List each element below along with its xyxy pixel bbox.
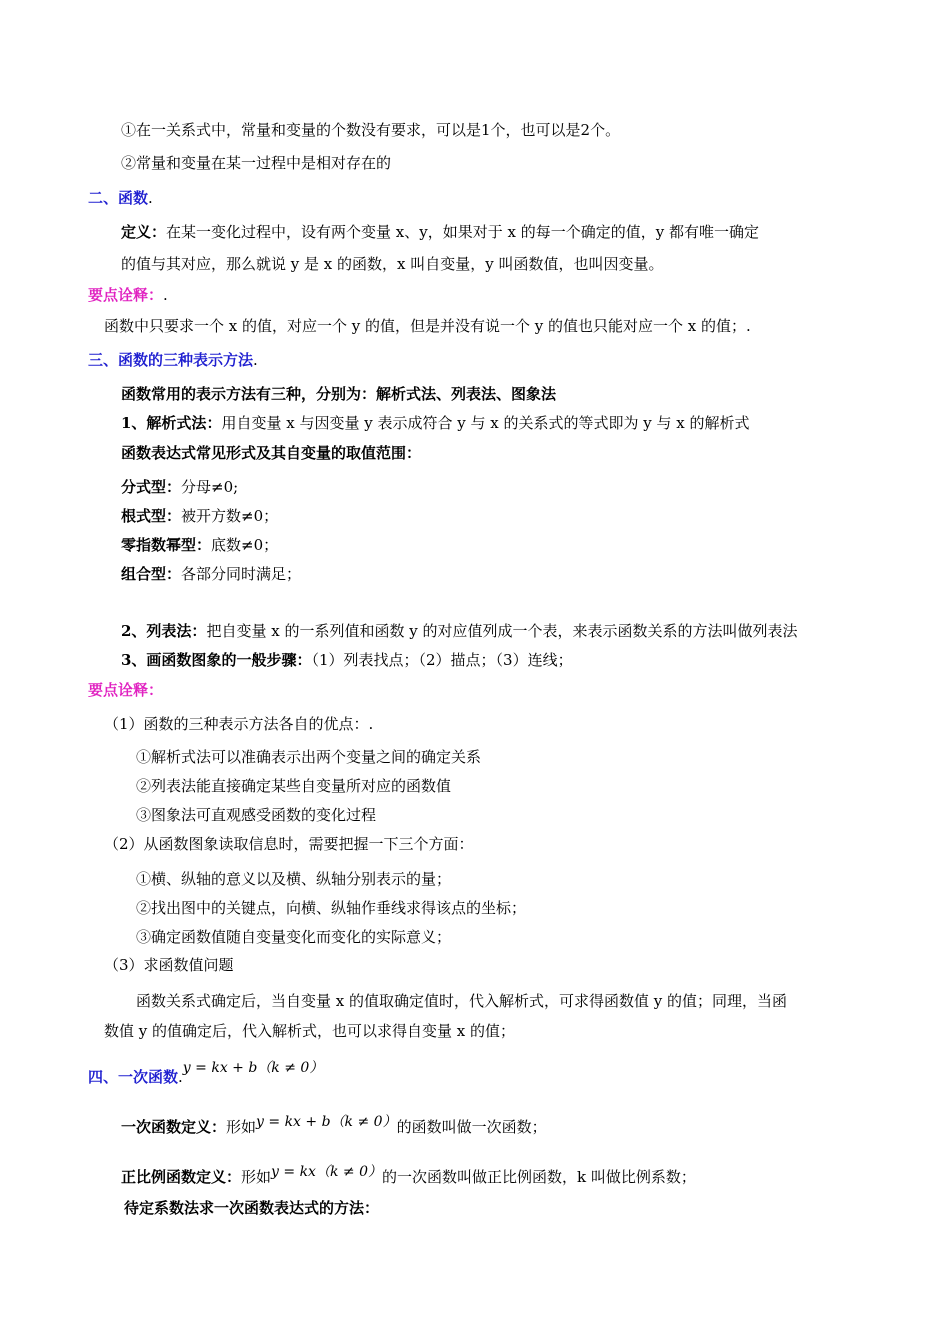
point-2: （2）从函数图象读取信息时，需要把握一下三个方面： (104, 835, 474, 853)
point-2-item-3: ③确定函数值随自变量变化而变化的实际意义； (136, 928, 452, 946)
linear-formula-inline: y = kx + b（k ≠ 0） (256, 1114, 397, 1130)
form-zero-exponent: 零指数幂型：底数≠0； (121, 536, 279, 554)
point-1-item-1: ①解析式法可以准确表示出两个变量之间的确定关系 (136, 748, 482, 766)
linear-function-definition: 一次函数定义：形如y = kx + b（k ≠ 0）的函数叫做一次函数； (121, 1114, 547, 1136)
section-heading-linear-function: 四、一次函数.y = kx + b（k ≠ 0） (88, 1060, 324, 1086)
point-3: （3）求函数值问题 (104, 956, 234, 974)
proportional-function-definition: 正比例函数定义：形如y = kx（k ≠ 0）的一次函数叫做正比例函数，k 叫做比例系数； (121, 1164, 696, 1186)
analytic-method: 1、解析式法：用自变量 x 与因变量 y 表示成符合 y 与 x 的关系式的等式即为 y 与 x 的解析式 (121, 414, 750, 432)
point-1-item-2: ②列表法能直接确定某些自变量所对应的函数值 (136, 777, 452, 795)
note-1: ①在一关系式中，常量和变量的个数没有要求，可以是1个，也可以是2个。 (121, 121, 621, 139)
methods-intro: 函数常用的表示方法有三种，分别为：解析式法、列表法、图象法 (121, 385, 557, 403)
note-2: ②常量和变量在某一过程中是相对存在的 (121, 154, 392, 172)
proportional-formula-inline: y = kx（k ≠ 0） (271, 1164, 382, 1180)
form-fraction: 分式型：分母≠0; (121, 478, 239, 496)
linear-formula: y = kx + b（k ≠ 0） (182, 1060, 324, 1076)
point-2-item-2: ②找出图中的关键点，向横、纵轴作垂线求得该点的坐标； (136, 899, 527, 917)
key-points-text: 函数中只要求一个 x 的值，对应一个 y 的值，但是并没有说一个 y 的值也只能对应一个 x 的值；. (104, 317, 751, 335)
key-points-label: 要点诠释：. (88, 286, 168, 304)
table-method: 2、列表法：把自变量 x 的一系列值和函数 y 的对应值列成一个表，来表示函数关系的方法叫做列表法 (121, 622, 798, 640)
section-heading-function: 二、函数. (88, 189, 153, 207)
form-combined: 组合型：各部分同时满足； (121, 565, 302, 583)
domain-title: 函数表达式常见形式及其自变量的取值范围： (121, 444, 422, 462)
function-definition-cont: 的值与其对应，那么就说 y 是 x 的函数，x 叫自变量，y 叫函数值，也叫因变量。 (121, 255, 664, 273)
point-1: （1）函数的三种表示方法各自的优点：. (104, 715, 374, 733)
point-2-item-1: ①横、纵轴的意义以及横、纵轴分别表示的量； (136, 870, 452, 888)
undetermined-coefficient-title: 待定系数法求一次函数表达式的方法： (124, 1199, 380, 1217)
form-radical: 根式型：被开方数≠0； (121, 507, 279, 525)
point-3-text-cont: 数值 y 的值确定后，代入解析式，也可以求得自变量 x 的值； (104, 1022, 516, 1040)
key-points-label-2: 要点诠释： (88, 681, 164, 699)
point-3-text: 函数关系式确定后，当自变量 x 的值取确定值时，代入解析式，可求得函数值 y 的值；同理，当函 (136, 992, 788, 1010)
section-heading-three-methods: 三、函数的三种表示方法. (88, 351, 258, 369)
point-1-item-3: ③图象法可直观感受函数的变化过程 (136, 806, 377, 824)
function-definition: 定义：在某一变化过程中，设有两个变量 x、y，如果对于 x 的每一个确定的值，y 都有唯一确定 (121, 223, 759, 241)
graph-steps: 3、画函数图象的一般步骤：（1）列表找点；（2）描点；（3）连线； (121, 651, 573, 669)
